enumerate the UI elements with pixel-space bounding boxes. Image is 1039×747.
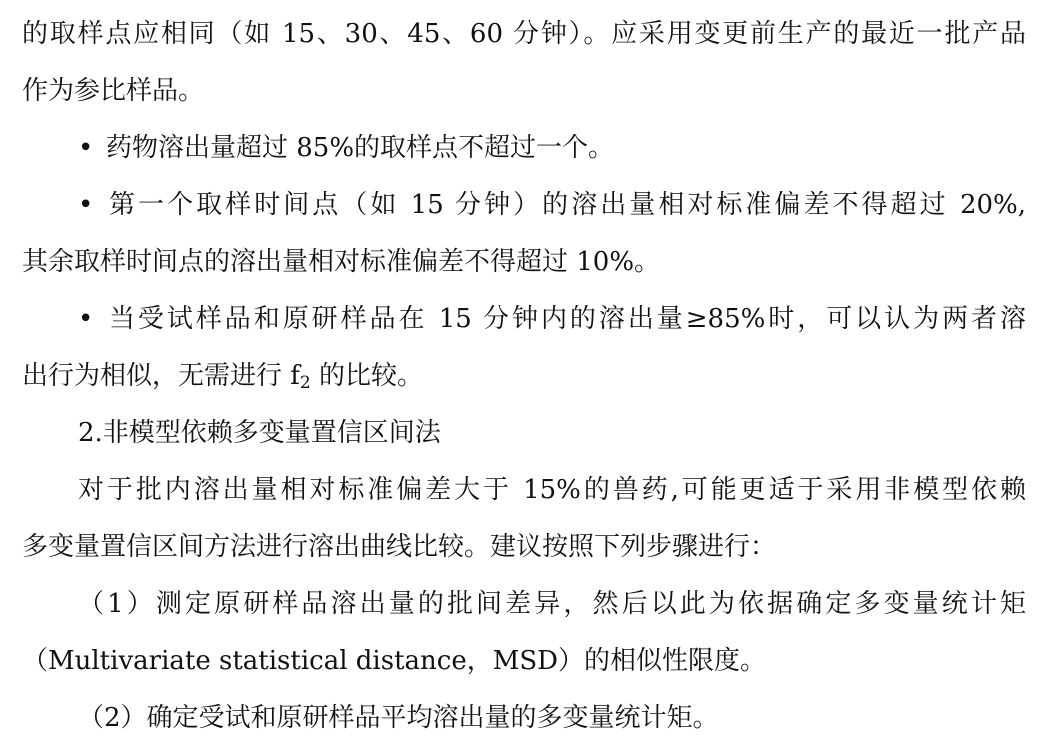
paragraph-line (22, 348, 1026, 405)
section-heading: 2.非模型依赖多变量置信区间法 (78, 418, 441, 448)
subscript: 2 (299, 373, 311, 393)
bullet-item (22, 291, 1026, 348)
bullet-text: 第一个取样时间点（如 15 分钟）的溶出量相对标准偏差不得超过 20%, (106, 190, 1026, 220)
paragraph-line: 对于批内溶出量相对标准偏差大于 15%的兽药,可能更适于采用非模型依赖 (78, 475, 1026, 505)
bullet-text: 的比较。 (310, 361, 423, 391)
paragraph-line: 其余取样时间点的溶出量相对标准偏差不得超过 10%。 (22, 247, 661, 277)
step-item: （1）测定原研样品溶出量的批间差异，然后以此为依据确定多变量统计矩 (78, 589, 1026, 619)
paragraph-line: 的取样点应相同（如 15、30、45、60 分钟）。应采用变更前生产的最近一批产品 (22, 19, 1026, 49)
bullet-text: 当受试样品和原研样品在 15 分钟内的溶出量≥85%时，可以认为两者溶 (106, 304, 1026, 334)
step-item: （2）确定受试和原研样品平均溶出量的多变量统计矩。 (78, 703, 719, 733)
bullet-marker: • (78, 133, 94, 163)
paragraph-line: 多变量置信区间方法进行溶出曲线比较。建议按照下列步骤进行： (22, 532, 777, 562)
bullet-text: 出行为相似，无需进行 f (22, 361, 300, 391)
paragraph-line: （Multivariate statistical distance，MSD）的相似性限度。 (22, 646, 767, 676)
document-body (22, 6, 1026, 747)
bullet-item (22, 120, 1026, 177)
bullet-marker: • (78, 190, 94, 220)
paragraph-line: 作为参比样品。 (22, 76, 205, 106)
bullet-item (22, 177, 1026, 234)
bullet-text: 药物溶出量超过 85%的取样点不超过一个。 (106, 133, 615, 163)
bullet-marker: • (78, 304, 94, 334)
